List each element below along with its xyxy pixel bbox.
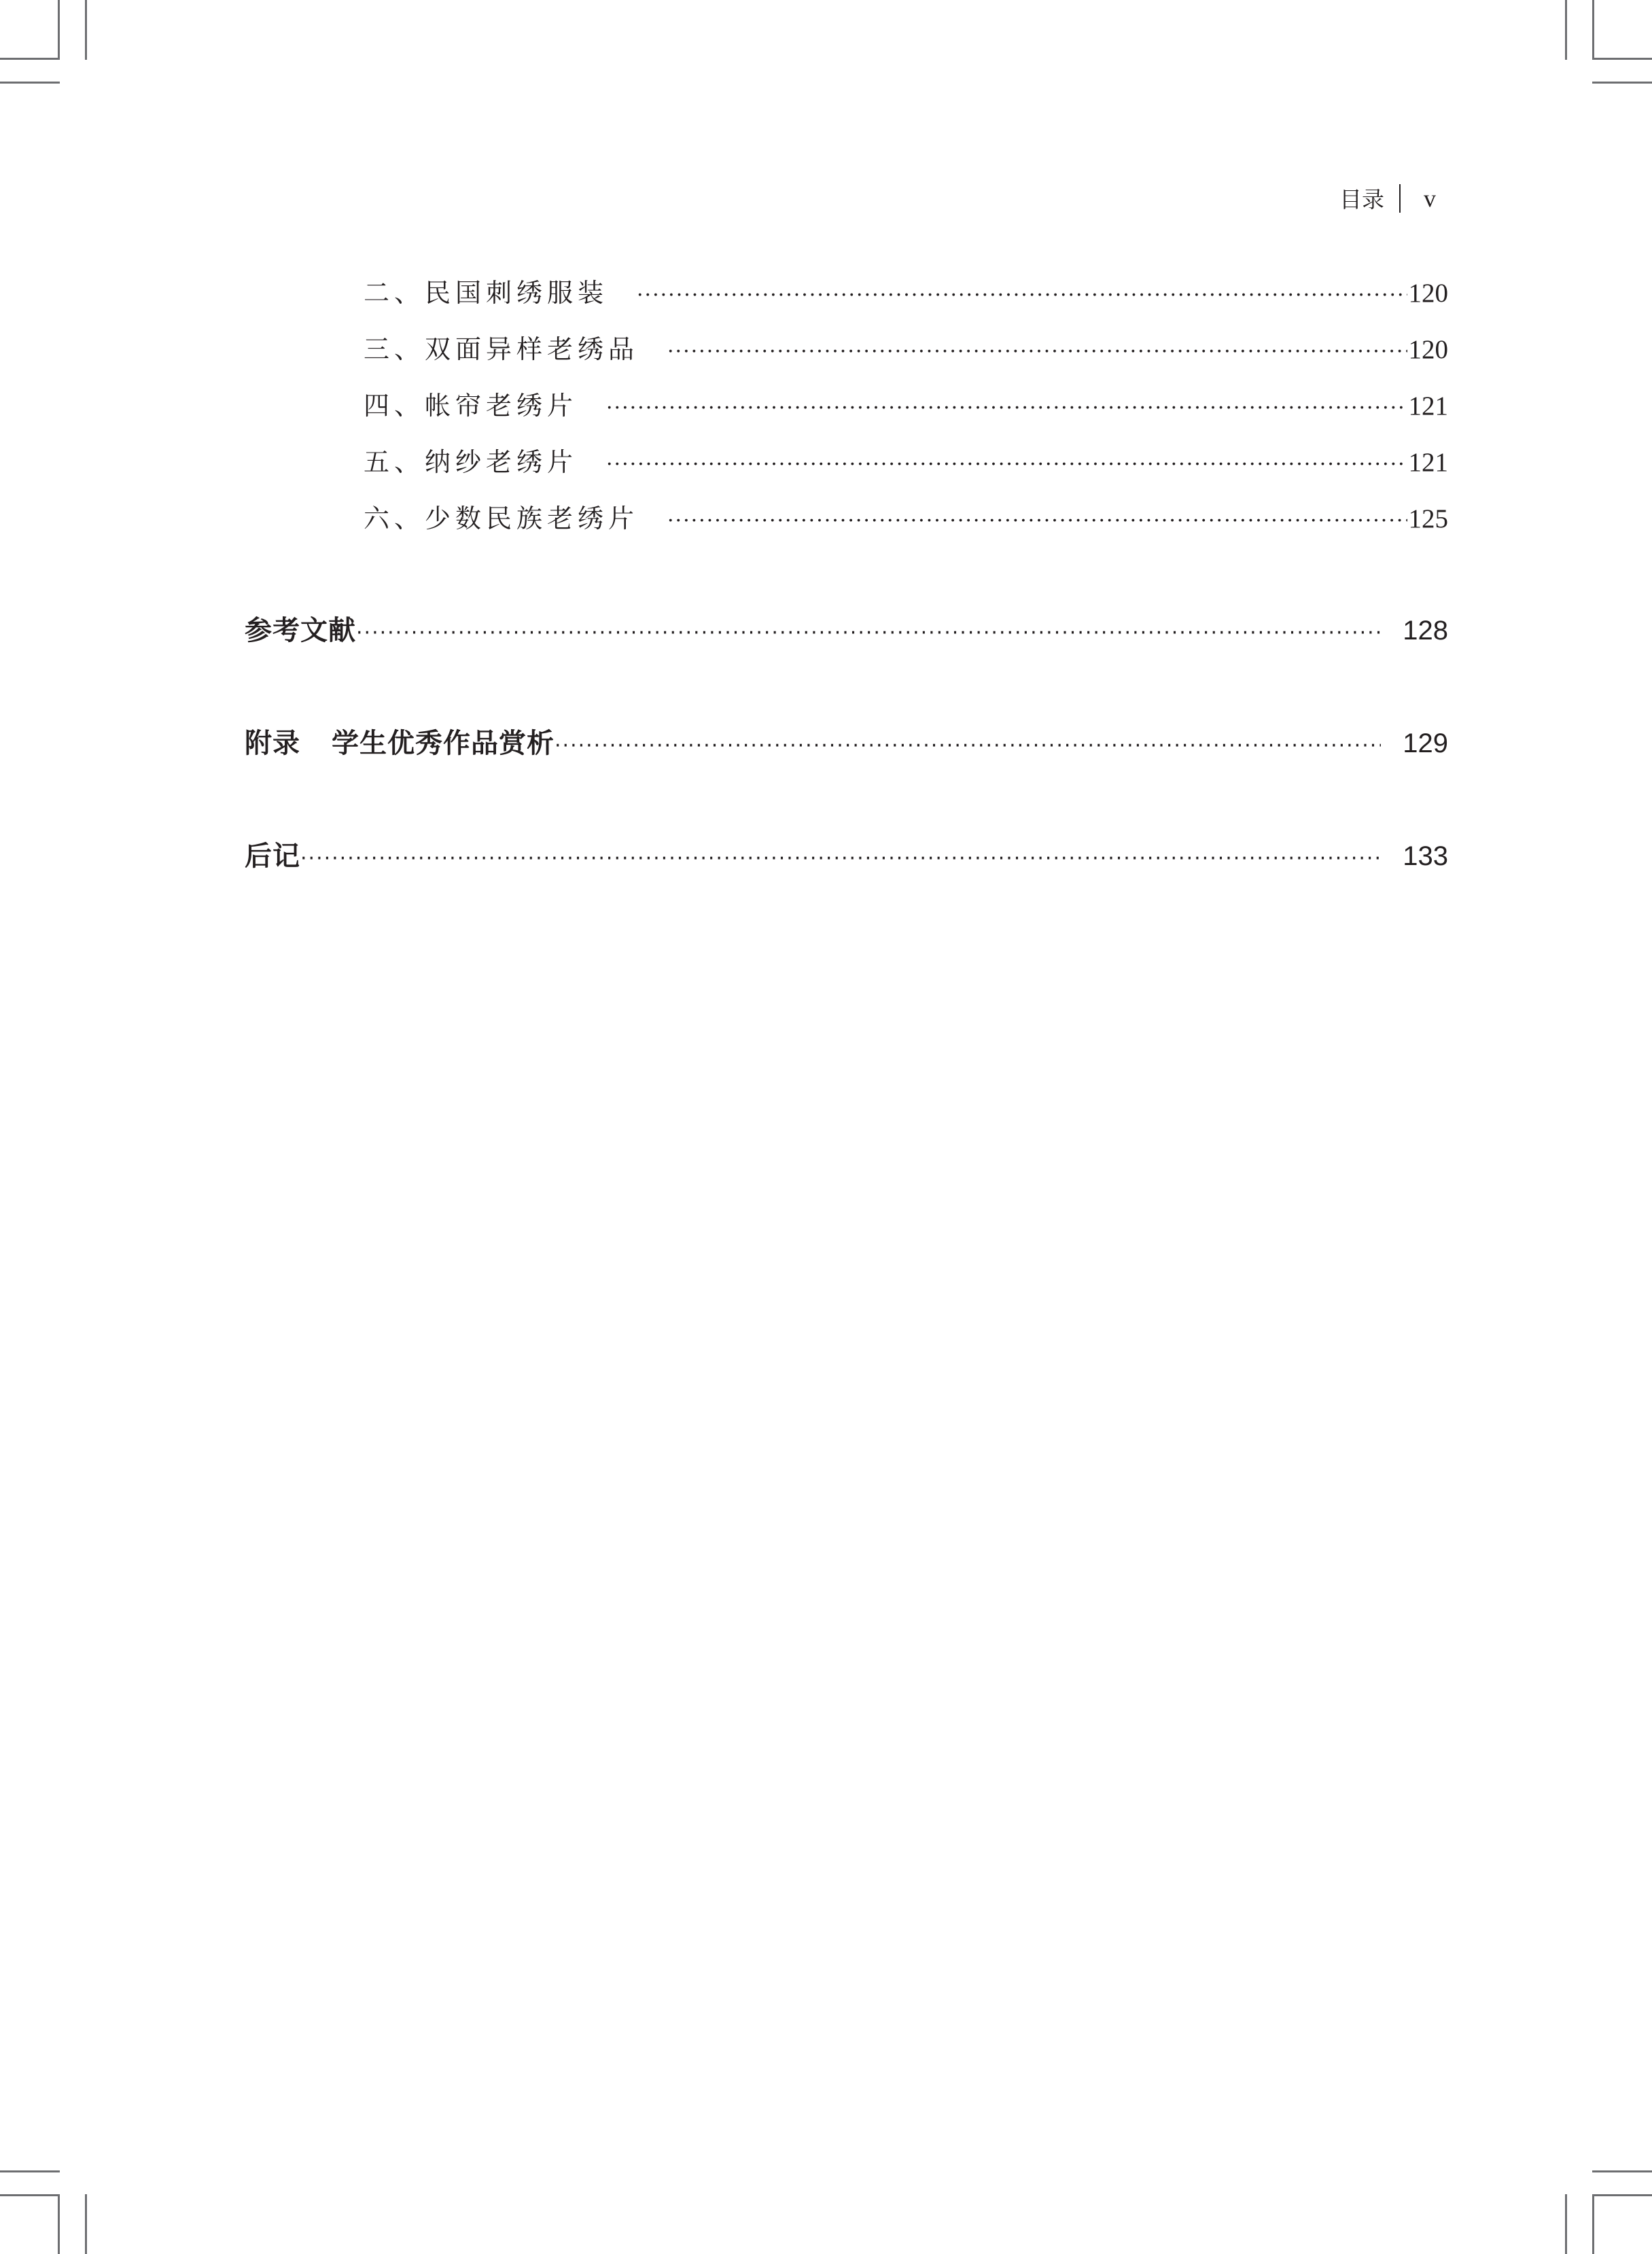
toc-entry-references[interactable] (245, 609, 1448, 650)
dot-leader (606, 453, 1407, 476)
crop-mark (0, 58, 60, 60)
toc-entry-label: 二、民国刺绣服装 (364, 278, 609, 308)
toc-entry-page: 121 (1408, 391, 1448, 421)
crop-mark (85, 2194, 87, 2254)
dot-leader (300, 847, 1381, 870)
toc-entry-label: 六、少数民族老绣片 (364, 504, 639, 533)
crop-mark (0, 2170, 60, 2172)
toc-entry-page: 125 (1408, 504, 1448, 533)
toc-entry-prefix: 附录 (245, 728, 300, 759)
running-head-title: 目录 (1339, 186, 1384, 213)
dot-leader (606, 396, 1407, 420)
toc-entry-label: 学生优秀作品赏析 (332, 728, 555, 759)
toc-entry[interactable] (364, 272, 1448, 310)
crop-mark (0, 82, 60, 84)
crop-mark (1565, 2194, 1567, 2254)
toc-entry-page: 129 (1403, 728, 1448, 758)
toc-entry-page: 133 (1403, 841, 1448, 871)
dot-leader (356, 621, 1381, 645)
dot-leader (637, 283, 1407, 307)
toc-entry-label: 五、纳纱老绣片 (364, 447, 578, 477)
crop-mark (1592, 58, 1652, 60)
toc-entry-label: 三、双面异样老绣品 (364, 334, 639, 364)
running-head (1339, 182, 1436, 214)
crop-mark (1565, 0, 1567, 60)
toc-entry[interactable] (364, 328, 1448, 366)
toc-entry-page: 120 (1408, 335, 1448, 364)
dot-leader (667, 509, 1407, 533)
toc-entry-label: 后记 (245, 841, 300, 872)
dot-leader (667, 340, 1407, 364)
crop-mark (1592, 2194, 1652, 2196)
toc-entry[interactable] (364, 497, 1448, 535)
crop-mark (0, 2194, 60, 2196)
toc-entry-page: 128 (1403, 616, 1448, 646)
toc-entry[interactable] (364, 385, 1448, 423)
crop-mark (1592, 2170, 1652, 2172)
toc-entry-page: 121 (1408, 448, 1448, 477)
crop-mark (1592, 82, 1652, 84)
running-head-divider (1399, 184, 1401, 213)
toc-entry-page: 120 (1408, 279, 1448, 308)
toc-entry[interactable] (364, 441, 1448, 479)
crop-mark (1592, 0, 1594, 60)
dot-leader (555, 734, 1381, 758)
toc-entry-label: 四、帐帘老绣片 (364, 391, 578, 421)
toc-entry-postscript[interactable] (245, 834, 1448, 875)
crop-mark (58, 2194, 60, 2254)
toc-entry-label: 参考文献 (245, 615, 356, 646)
toc-entry-appendix[interactable] (245, 722, 1448, 762)
crop-mark (85, 0, 87, 60)
crop-mark (58, 0, 60, 60)
running-head-page-number: v (1424, 184, 1436, 212)
crop-mark (1592, 2194, 1594, 2254)
